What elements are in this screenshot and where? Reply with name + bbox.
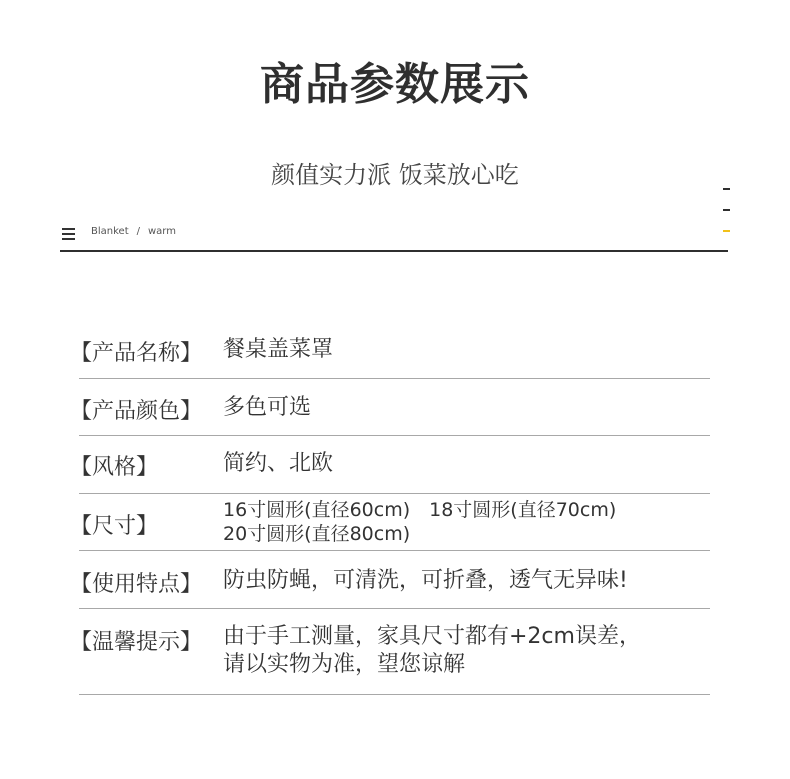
- page-subtitle: 颜值实力派 饭菜放心吃: [271, 161, 519, 189]
- param-table: [70, 322, 710, 695]
- param-label: 【温馨提示】: [70, 630, 203, 655]
- size-line-1: 16寸圆形(直径60cm) 18寸圆形(直径70cm): [223, 499, 617, 521]
- breadcrumb-item-blanket[interactable]: Blanket: [91, 226, 129, 237]
- param-row-color: [70, 379, 710, 436]
- param-label: 【产品名称】: [70, 341, 203, 366]
- param-value: [223, 498, 616, 546]
- deco-line: [723, 209, 730, 211]
- notice-line-1: 由于手工测量，家具尺寸都有+2cm误差，: [223, 624, 641, 649]
- param-label: 【风格】: [70, 455, 159, 480]
- param-value: 简约、北欧: [223, 451, 334, 476]
- param-row-notice: [70, 609, 710, 695]
- param-label: 【使用特点】: [70, 572, 203, 597]
- breadcrumb: [91, 226, 176, 237]
- size-line-2: 20寸圆形(直径80cm): [223, 523, 411, 545]
- param-value: 多色可选: [223, 395, 312, 420]
- param-row-name: [70, 322, 710, 379]
- breadcrumb-item-warm[interactable]: warm: [148, 226, 176, 237]
- param-row-style: [70, 436, 710, 494]
- breadcrumb-bar: [60, 222, 728, 252]
- menu-icon[interactable]: [62, 228, 75, 240]
- page-title: 商品参数展示: [260, 59, 530, 110]
- param-label: 【产品颜色】: [70, 399, 203, 424]
- breadcrumb-separator: /: [136, 226, 140, 237]
- param-value: 防虫防蝇，可清洗，可折叠，透气无异味!: [223, 568, 628, 593]
- param-row-features: [70, 551, 710, 609]
- notice-line-2: 请以实物为准，望您谅解: [223, 652, 466, 677]
- deco-line: [723, 188, 730, 190]
- param-label: 【尺寸】: [70, 514, 159, 539]
- param-value: 餐桌盖菜罩: [223, 337, 334, 362]
- param-row-size: [70, 494, 710, 551]
- param-value: [223, 623, 641, 679]
